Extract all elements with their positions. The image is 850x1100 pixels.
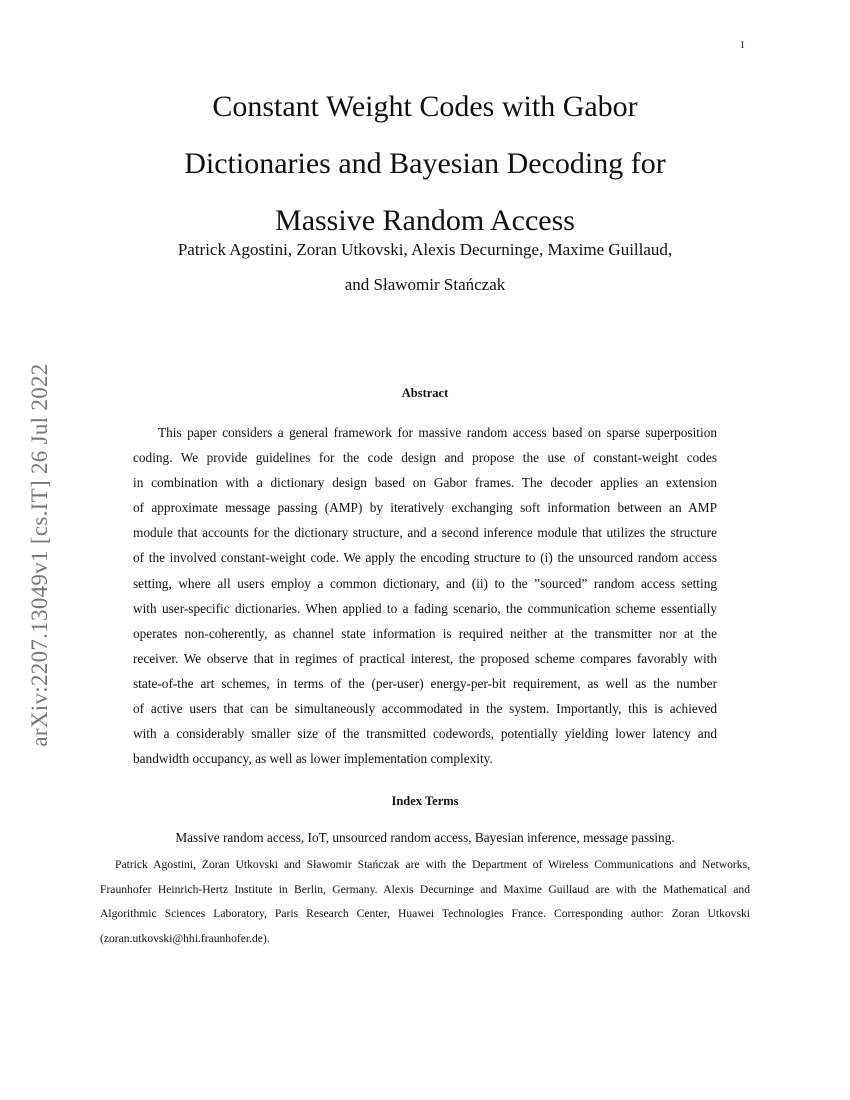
footnote-line: Algorithmic Sciences Laboratory, Paris Research Center, Huawei Technologies France. Corresponding author: Zoran Utkovski [100, 907, 750, 921]
page-number: 1 [740, 40, 745, 51]
abstract-line: in combination with a dictionary design based on Gabor frames. The decoder applies an extension [133, 475, 717, 491]
abstract-line: of active users that can be simultaneously accommodated in the system. Importantly, this is achieved [133, 701, 717, 717]
title-line: Dictionaries and Bayesian Decoding for [184, 147, 666, 180]
title-line: Massive Random Access [275, 204, 575, 237]
index-terms: Massive random access, IoT, unsourced random access, Bayesian inference, message passing. [175, 830, 675, 845]
index-terms-heading: Index Terms [391, 794, 459, 808]
author-line: and Sławomir Stańczak [344, 275, 506, 294]
abstract-line: of the involved constant-weight code. We apply the encoding structure to (i) the unsourced random access [133, 550, 717, 566]
abstract-line: bandwidth occupancy, as well as lower implementation complexity. [133, 751, 493, 767]
footnote-line: Fraunhofer Heinrich-Hertz Institute in Berlin, Germany. Alexis Decurninge and Maxime Guillaud are with the Mathematical and [100, 882, 750, 896]
abstract-line: setting, where all users employ a common dictionary, and (ii) to the ”sourced” random access setting [133, 575, 717, 591]
abstract-heading: Abstract [401, 386, 449, 400]
footnote-line: Patrick Agostini, Zoran Utkovski and Sławomir Stańczak are with the Department of Wireless Communications and Networks, [115, 858, 750, 871]
abstract-line: coding. We provide guidelines for the code design and propose the use of constant-weight codes [133, 450, 717, 466]
paper-title [0, 78, 850, 249]
abstract-line: receiver. We observe that in regimes of practical interest, the proposed scheme compares favorably with [133, 650, 717, 666]
abstract-line: This paper considers a general framework for massive random access based on sparse superposition [158, 425, 717, 440]
arxiv-identifier: arXiv:2207.13049v1 [cs.IT] 26 Jul 2022 [27, 363, 52, 747]
abstract-line: with user-specific dictionaries. When applied to a fading scenario, the communication scheme essentially [133, 600, 717, 616]
abstract-line: with a considerably smaller size of the transmitted codewords, potentially yielding lower latency and [133, 726, 717, 742]
abstract-line: module that accounts for the dictionary structure, and a second inference module that utilizes the structure [133, 525, 717, 541]
authors [0, 232, 850, 302]
title-line: Constant Weight Codes with Gabor [212, 90, 638, 123]
abstract-body [133, 420, 717, 771]
abstract-line: operates non-coherently, as channel state information is required neither at the transmitter nor at the [133, 625, 717, 641]
abstract-line: of approximate message passing (AMP) by iteratively exchanging soft information between an AMP [133, 500, 717, 516]
author-line: Patrick Agostini, Zoran Utkovski, Alexis Decurninge, Maxime Guillaud, [177, 240, 673, 259]
author-affiliation-footnote [100, 853, 750, 951]
footnote-line: (zoran.utkovski@hhi.fraunhofer.de). [100, 931, 270, 945]
abstract-line: state-of-the art schemes, in terms of the (per-user) energy-per-bit requirement, as well as the number [133, 675, 717, 691]
